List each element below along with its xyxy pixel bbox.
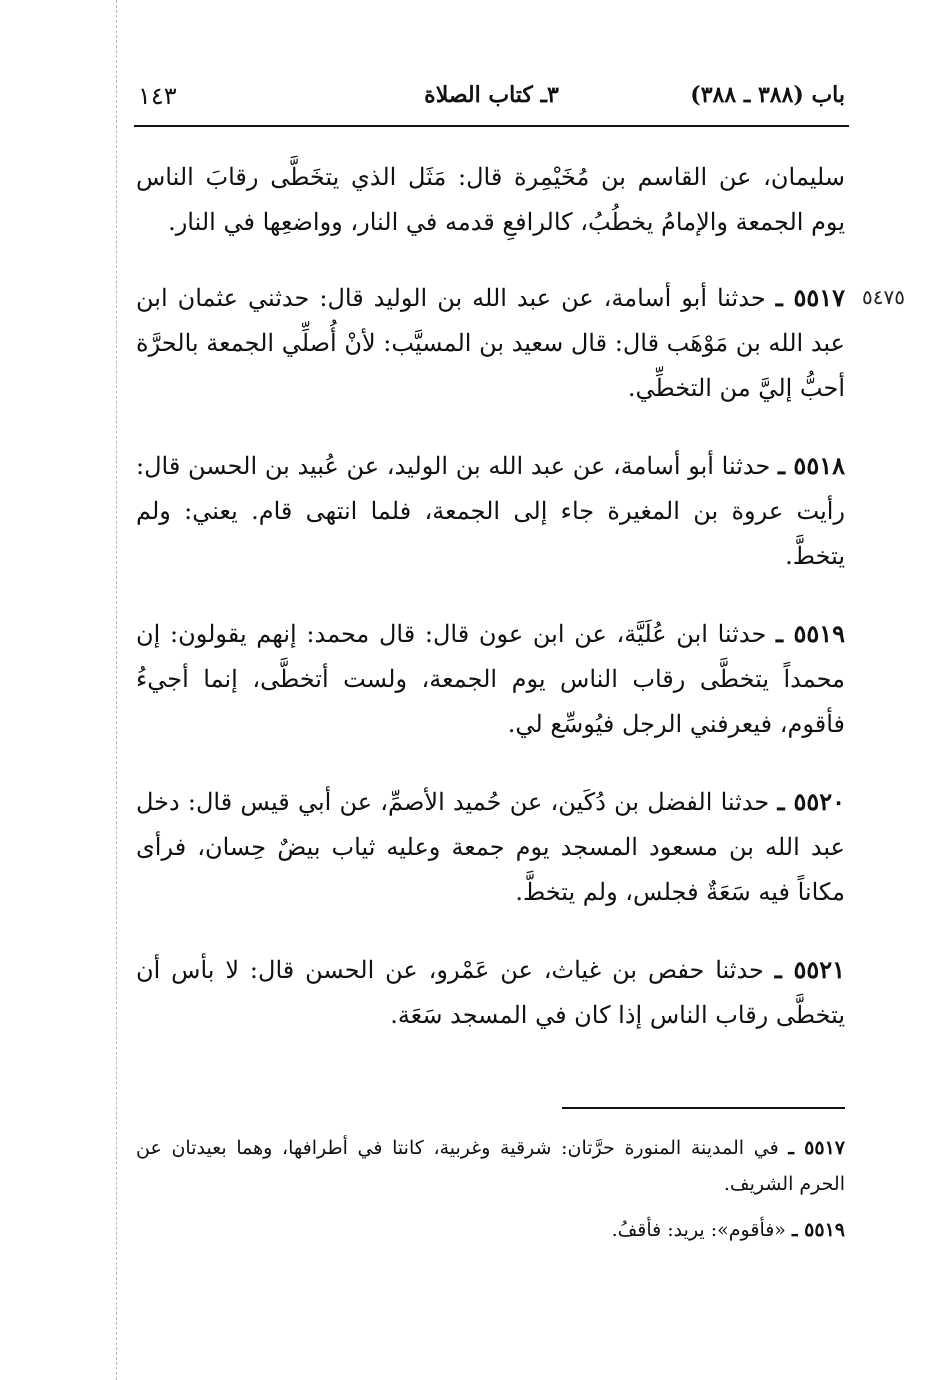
hadith-number: ٥٥١٧ ـ [775,283,846,312]
page-number: ١٤٣ [138,82,177,110]
paragraph-continuation: سليمان، عن القاسم بن مُخَيْمِرة قال: مَثَل الذي يتخَطَّى رقابَ الناس يوم الجمعة والإمامُ يخطُبُ، كالرافعِ قدمه في النار، وواضعِها في النار. [136,163,845,236]
footnote-rule [562,1107,845,1109]
hadith-number: ٥٥٢١ ـ [774,955,845,984]
footnote-number: ٥٥١٧ ـ [788,1137,845,1159]
hadith-text: حدثنا أبو أسامة، عن عبد الله بن الوليد قال: حدثني عثمان ابن عبد الله بن مَوْهَب قال: قال سعيد بن المسيَّب: لأنْ أُصلِّي الجمعة بالحرَّة أحبُّ إليَّ من التخطِّي. [136,284,845,402]
footnote-5519 [136,1212,845,1248]
hadith-text: حدثنا أبو أسامة، عن عبد الله بن الوليد، عن عُبيد بن الحسن قال: رأيت عروة بن المغيرة جاء إلى الجمعة، فلما انتهى قام. يعني: ولم يتخطَّ. [136,452,845,570]
book-title: ٣ـ كتاب الصلاة [424,82,559,108]
page-header [138,82,845,122]
hadith-5521 [136,947,845,1038]
hadith-number: ٥٥١٩ ـ [775,619,845,648]
header-rule [134,125,849,127]
footnote-number: ٥٥١٩ ـ [791,1219,845,1241]
hadith-text: حدثنا حفص بن غياث، عن عَمْرو، عن الحسن قال: لا بأس أن يتخطَّى رقاب الناس إذا كان في المسجد سَعَة. [136,956,845,1029]
hadith-5518 [136,443,845,579]
footnote-5517 [136,1130,845,1202]
footnote-text: في المدينة المنورة حرَّتان: شرقية وغربية، كانتا في أطرافها، وهما بعيدتان عن الحرم الشريف. [136,1137,845,1195]
hadith-text: حدثنا الفضل بن دُكَين، عن حُميد الأصمِّ، عن أبي قيس قال: دخل عبد الله بن مسعود المسجد يوم جمعة وعليه ثياب بيضٌ حِسان، فرأى مكاناً فيه سَعَةٌ فجلس، ولم يتخطَّ. [136,788,845,906]
hadith-number: ٥٥٢٠ ـ [777,787,845,816]
hadith-text: حدثنا ابن عُلَيَّة، عن ابن عون قال: قال محمد: إنهم يقولون: إن محمداً يتخطَّى رقاب الناس يوم الجمعة، ولست أتخطَّى، إنما أجيءُ فأقوم، فيعرفني الرجل فيُوسِّع لي. [136,620,845,738]
chapter-heading: باب (٣٨٨ ـ ٣٨٨) [690,82,845,108]
hadith-5519 [136,611,845,747]
hadith-5517 [136,275,845,411]
main-text [136,155,845,1070]
margin-number: ٥٤٧٥ [862,285,905,309]
hadith-number: ٥٥١٨ ـ [777,451,845,480]
footnotes [136,1130,845,1258]
scan-edge-line [116,0,117,1380]
footnote-text: «فأقوم»: يريد: فأقفُ. [611,1219,786,1241]
hadith-5520 [136,779,845,915]
